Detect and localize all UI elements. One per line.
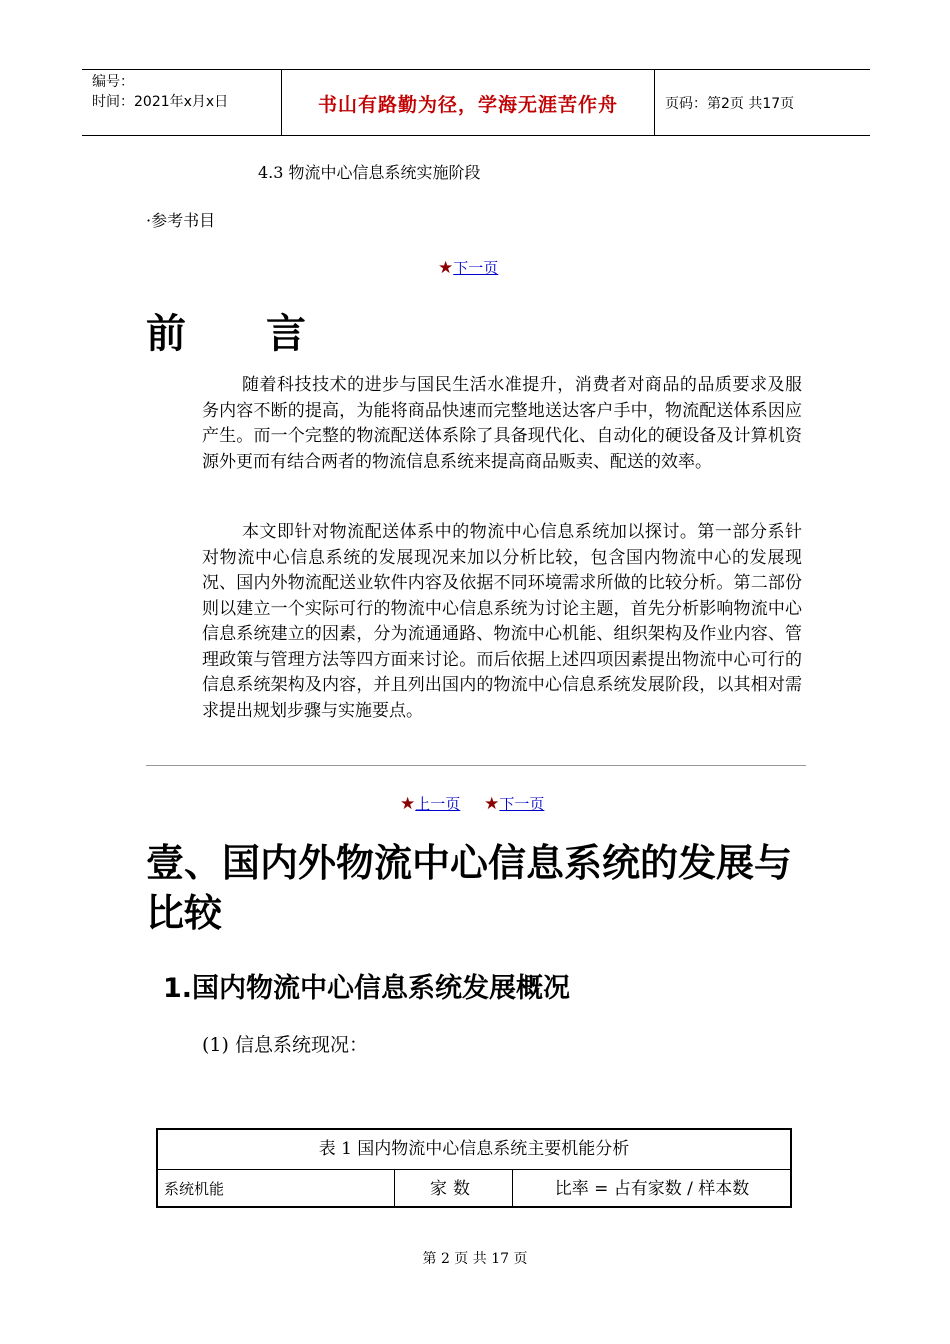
number-label: 编号： [92,74,134,90]
chapter-heading: 壹、国内外物流中心信息系统的发展与比较 [146,841,793,935]
table-caption: 表 1 国内物流中心信息系统主要机能分析 [158,1130,790,1170]
toc-references[interactable]: ·参考书目 [146,211,216,230]
table-header-cell: 比率 = 占有家数 / 样本数 [512,1170,791,1208]
function-analysis-table [156,1128,792,1208]
preface-paragraph-1: 随着科技技术的进步与国民生活水准提升，消费者对商品的品质要求及服务内容不断的提高，为能将商品快速而完整地送达客户手中，物流配送体系因应产生。而一个完整的物流配送体系除了具备现代化、自动化的硬设备及计算机资源外更而有结合两者的物流信息系统来提高商品贩卖、配送的效率。 [202,375,802,472]
toc-item[interactable]: 4.3 物流中心信息系统实施阶段 [258,163,481,182]
date-label: 时间：2021年x月x日 [92,94,229,110]
section-divider [146,765,806,766]
section-heading: 1.国内物流中心信息系统发展概况 [163,973,571,1004]
header-left-block [92,72,228,112]
next-page-link[interactable]: 下一页 [499,795,545,813]
next-page-link[interactable]: 下一页 [453,259,499,277]
star-icon: ★ [484,794,500,814]
table-header-cell: 家数 [394,1170,511,1208]
prev-page-link[interactable]: 上一页 [415,795,461,813]
star-icon: ★ [400,794,416,814]
nav-top [438,257,498,278]
star-icon: ★ [438,258,454,278]
preface-title: 前言 [146,311,386,357]
header-bottom-border [82,135,870,136]
table-header-cell: 系统机能 [164,1180,225,1198]
preface-paragraph-2: 本文即针对物流配送体系中的物流中心信息系统加以探讨。第一部分系针对物流中心信息系统的发展现况来加以分析比较，包含国内物流中心的发展现况、国内外物流配送业软件内容及依据不同环境需求所做的比较分析。第二部份则以建立一个实际可行的物流中心信息系统为讨论主题，首先分析影响物流中心信息系统建立的因素，分为流通通路、物流中心机能、组织架构及作业内容、管理政策与管理方法等四方面来讨论。而后依据上述四项因素提出物流中心可行的信息系统架构及内容，并且列出国内的物流中心信息系统发展阶段，以其相对需求提出规划步骤与实施要点。 [202,522,802,721]
header-motto: 书山有路勤为径，学海无涯苦作舟 [317,94,618,116]
header-top-border [82,69,870,70]
page-footer: 第 2 页 共 17 页 [422,1251,528,1267]
header-page-info: 页码：第2页 共17页 [665,96,795,112]
nav-mid [400,793,544,814]
header-divider [654,69,655,136]
subsection-heading: (1) 信息系统现况： [202,1034,368,1056]
